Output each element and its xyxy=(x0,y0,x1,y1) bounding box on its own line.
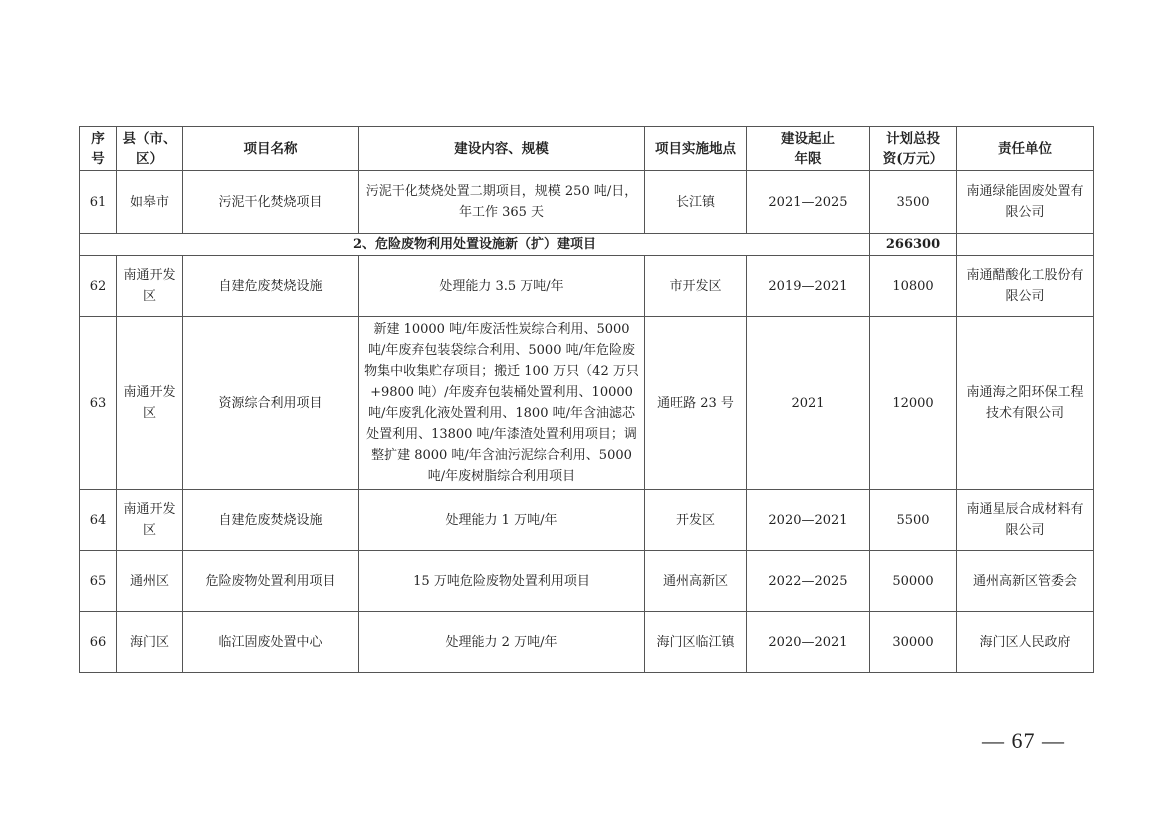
cell-years: 2022—2025 xyxy=(747,551,870,612)
section-title: 2、危险废物利用处置设施新（扩）建项目 xyxy=(80,234,870,256)
header-content: 建设内容、规模 xyxy=(359,127,645,171)
header-row xyxy=(80,127,1094,171)
header-years: 建设起止 年限 xyxy=(747,127,870,171)
cell-content: 污泥干化焚烧处置二期项目，规模 250 吨/日，年工作 365 天 xyxy=(359,171,645,234)
cell-name: 自建危废焚烧设施 xyxy=(183,490,359,551)
cell-unit: 南通绿能固废处置有限公司 xyxy=(957,171,1094,234)
cell-invest: 10800 xyxy=(870,256,957,317)
cell-county: 南通开发区 xyxy=(117,317,183,490)
cell-place: 通州高新区 xyxy=(645,551,747,612)
cell-unit: 南通醋酸化工股份有限公司 xyxy=(957,256,1094,317)
page-number: — 67 — xyxy=(982,728,1065,753)
cell-county: 南通开发区 xyxy=(117,256,183,317)
cell-county: 海门区 xyxy=(117,612,183,673)
cell-county: 南通开发区 xyxy=(117,490,183,551)
cell-name: 污泥干化焚烧项目 xyxy=(183,171,359,234)
cell-unit: 南通星辰合成材料有限公司 xyxy=(957,490,1094,551)
cell-unit: 通州高新区管委会 xyxy=(957,551,1094,612)
header-county: 县（市、 区） xyxy=(117,127,183,171)
section-empty-cell xyxy=(957,234,1094,256)
project-table xyxy=(79,126,1094,673)
cell-no: 63 xyxy=(80,317,117,490)
table-row xyxy=(80,490,1094,551)
cell-invest: 3500 xyxy=(870,171,957,234)
cell-content: 新建 10000 吨/年废活性炭综合利用、5000 吨/年废弃包装袋综合利用、5000 吨/年危险废物集中收集贮存项目；搬迁 100 万只（42 万只+9800 吨）/年废弃包装桶处置利用、10000 吨/年废乳化液处置利用、1800 吨/年含油滤芯处置利用、13800 吨/年漆渣处置利用项目；调整扩建 8000 吨/年含油污泥综合利用、5000 吨/年废树脂综合利用项目 xyxy=(359,317,645,490)
header-no: 序 号 xyxy=(80,127,117,171)
cell-invest: 5500 xyxy=(870,490,957,551)
header-unit: 责任单位 xyxy=(957,127,1094,171)
cell-unit: 海门区人民政府 xyxy=(957,612,1094,673)
cell-county: 通州区 xyxy=(117,551,183,612)
cell-content: 处理能力 3.5 万吨/年 xyxy=(359,256,645,317)
cell-years: 2020—2021 xyxy=(747,490,870,551)
cell-content: 处理能力 2 万吨/年 xyxy=(359,612,645,673)
cell-name: 危险废物处置利用项目 xyxy=(183,551,359,612)
table-row xyxy=(80,171,1094,234)
cell-place: 通旺路 23 号 xyxy=(645,317,747,490)
cell-invest: 50000 xyxy=(870,551,957,612)
cell-unit: 南通海之阳环保工程技术有限公司 xyxy=(957,317,1094,490)
cell-place: 开发区 xyxy=(645,490,747,551)
header-invest: 计划总投 资(万元） xyxy=(870,127,957,171)
cell-years: 2021—2025 xyxy=(747,171,870,234)
header-name: 项目名称 xyxy=(183,127,359,171)
cell-no: 66 xyxy=(80,612,117,673)
table-row xyxy=(80,551,1094,612)
section-total: 266300 xyxy=(870,234,957,256)
cell-years: 2019—2021 xyxy=(747,256,870,317)
table-row xyxy=(80,256,1094,317)
cell-years: 2020—2021 xyxy=(747,612,870,673)
cell-no: 62 xyxy=(80,256,117,317)
cell-name: 自建危废焚烧设施 xyxy=(183,256,359,317)
cell-invest: 12000 xyxy=(870,317,957,490)
cell-name: 资源综合利用项目 xyxy=(183,317,359,490)
cell-name: 临江固废处置中心 xyxy=(183,612,359,673)
cell-county: 如皋市 xyxy=(117,171,183,234)
cell-no: 65 xyxy=(80,551,117,612)
cell-no: 64 xyxy=(80,490,117,551)
cell-invest: 30000 xyxy=(870,612,957,673)
table-row xyxy=(80,612,1094,673)
section-row xyxy=(80,234,1094,256)
cell-place: 市开发区 xyxy=(645,256,747,317)
table-row xyxy=(80,317,1094,490)
header-place: 项目实施地点 xyxy=(645,127,747,171)
cell-no: 61 xyxy=(80,171,117,234)
cell-place: 长江镇 xyxy=(645,171,747,234)
cell-place: 海门区临江镇 xyxy=(645,612,747,673)
cell-content: 15 万吨危险废物处置利用项目 xyxy=(359,551,645,612)
cell-years: 2021 xyxy=(747,317,870,490)
cell-content: 处理能力 1 万吨/年 xyxy=(359,490,645,551)
